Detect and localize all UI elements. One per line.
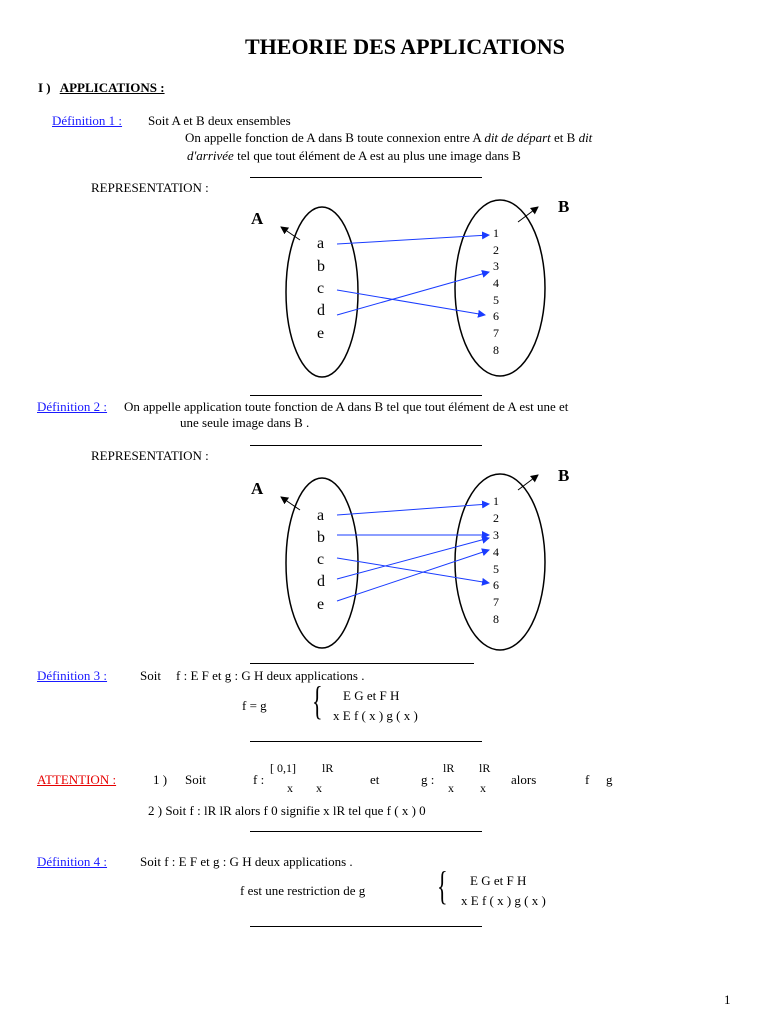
def1-line3 — [187, 148, 521, 164]
attention-f-codomain: lR — [322, 761, 334, 775]
def3-cond2: x E f ( x ) g ( x ) — [333, 708, 418, 723]
arrow-c-6 — [337, 558, 489, 583]
attention-line2: 2 ) Soit f : lR lR alors f 0 signifie x lR tel que f ( x ) 0 — [148, 803, 426, 818]
def1-line2 — [185, 130, 592, 146]
def3-feqg: f = g — [242, 698, 267, 713]
def1-label: Définition 1 : — [52, 113, 123, 128]
def3-label: Définition 3 : — [37, 668, 108, 683]
number-1-2: 1 — [493, 494, 499, 508]
number-8-1: 8 — [493, 343, 499, 357]
number-4-1: 4 — [493, 276, 499, 290]
def2-label: Définition 2 : — [37, 399, 108, 414]
number-5-2: 5 — [493, 562, 499, 576]
def1-line2-text: On appelle fonction de A dans B toute connexion entre A — [185, 130, 485, 145]
def3-cond1: E G et F H — [343, 688, 400, 703]
number-1-1: 1 — [493, 226, 499, 240]
def1-line3-text: tel que tout élément de A est au plus une image dans B — [233, 148, 521, 163]
letter-c-2: c — [317, 551, 325, 568]
def1-line2-italic2: dit — [578, 130, 593, 145]
def4-brace: { — [437, 863, 448, 908]
letter-b-1: b — [317, 258, 325, 275]
number-4-2: 4 — [493, 545, 499, 559]
diagram-1 — [0, 192, 768, 392]
separator-line — [250, 831, 482, 832]
def4-cond1: E G et F H — [470, 873, 527, 888]
set-a-label-2: A — [251, 479, 264, 498]
number-6-2: 6 — [493, 578, 499, 592]
def2-line2: une seule image dans B . — [180, 415, 310, 430]
section-number: I ) — [38, 80, 51, 95]
letter-a-2: a — [317, 507, 325, 524]
letter-c-1: c — [317, 280, 325, 297]
section-heading — [38, 80, 165, 96]
attention-label: ATTENTION : — [37, 772, 117, 787]
number-2-2: 2 — [493, 511, 499, 525]
number-5-1: 5 — [493, 293, 499, 307]
letter-b-2: b — [317, 529, 325, 546]
number-3-2: 3 — [493, 528, 499, 542]
section-title: APPLICATIONS : — [59, 80, 165, 95]
attention-soit: Soit — [185, 772, 206, 787]
def3-brace: { — [312, 678, 323, 723]
separator-line — [250, 741, 482, 742]
def4-restriction: f est une restriction de g — [240, 883, 366, 898]
arrow-a-2 — [337, 504, 489, 515]
set-a-label-1: A — [251, 209, 264, 228]
number-2-1: 2 — [493, 243, 499, 257]
set-b-arrow — [518, 475, 538, 490]
def3-expr: f : E F et g : G H deux applications . — [176, 668, 365, 683]
separator-line — [250, 445, 482, 446]
attention-g-codomain: lR — [479, 761, 491, 775]
def4-cond2: x E f ( x ) g ( x ) — [461, 893, 546, 908]
separator-line — [250, 395, 482, 396]
page-title: THEORIE DES APPLICATIONS — [245, 34, 565, 59]
def3-soit: Soit — [140, 668, 161, 683]
letter-d-2: d — [317, 573, 325, 590]
number-7-1: 7 — [493, 326, 499, 340]
set-b-ellipse — [455, 474, 545, 650]
arrow-e-4 — [337, 550, 489, 601]
letter-d-1: d — [317, 302, 325, 319]
set-b-label-1: B — [558, 197, 570, 216]
separator-line — [250, 663, 474, 664]
def4-label: Définition 4 : — [37, 854, 108, 869]
attention-g2: g — [606, 772, 613, 787]
number-6-1: 6 — [493, 309, 499, 323]
attention-g: g : — [421, 772, 435, 787]
letter-e-1: e — [317, 325, 325, 342]
number-8-2: 8 — [493, 612, 499, 626]
diagram-2 — [0, 460, 768, 660]
arrow-a-1 — [337, 235, 489, 244]
letter-a-1: a — [317, 235, 325, 252]
page-number: 1 — [724, 992, 731, 1007]
attention-f-x1: x — [287, 781, 293, 795]
number-3-1: 3 — [493, 259, 499, 273]
attention-f2: f — [585, 772, 590, 787]
attention-f-domain: [ 0,1] — [270, 761, 296, 775]
attention-f-x2: x — [316, 781, 322, 795]
def1-line1: Soit A et B deux ensembles — [148, 113, 291, 128]
def4-expr: Soit f : E F et g : G H deux applications . — [140, 854, 353, 869]
representation-label-1: REPRESENTATION : — [91, 180, 209, 195]
attention-et: et — [370, 772, 380, 787]
attention-g-x1: x — [448, 781, 454, 795]
attention-f: f : — [253, 772, 265, 787]
def1-line2-italic: dit de départ — [484, 130, 551, 145]
separator-line — [250, 177, 482, 178]
set-b-ellipse — [455, 200, 545, 376]
set-a-arrow — [281, 497, 300, 510]
def2-line1: On appelle application toute fonction de A dans B tel que tout élément de A est une et — [124, 399, 569, 414]
set-b-label-2: B — [558, 466, 570, 485]
attention-n1: 1 ) — [153, 772, 168, 787]
attention-g-x2: x — [480, 781, 486, 795]
arrow-d-3 — [337, 538, 489, 579]
def1-line2-text2: et B — [550, 130, 579, 145]
def1-line3-italic: d'arrivée — [187, 148, 234, 163]
attention-alors: alors — [511, 772, 537, 787]
attention-g-domain: lR — [443, 761, 455, 775]
letter-e-2: e — [317, 596, 325, 613]
number-7-2: 7 — [493, 595, 499, 609]
representation-label-2: REPRESENTATION : — [91, 448, 209, 463]
separator-line — [250, 926, 482, 927]
